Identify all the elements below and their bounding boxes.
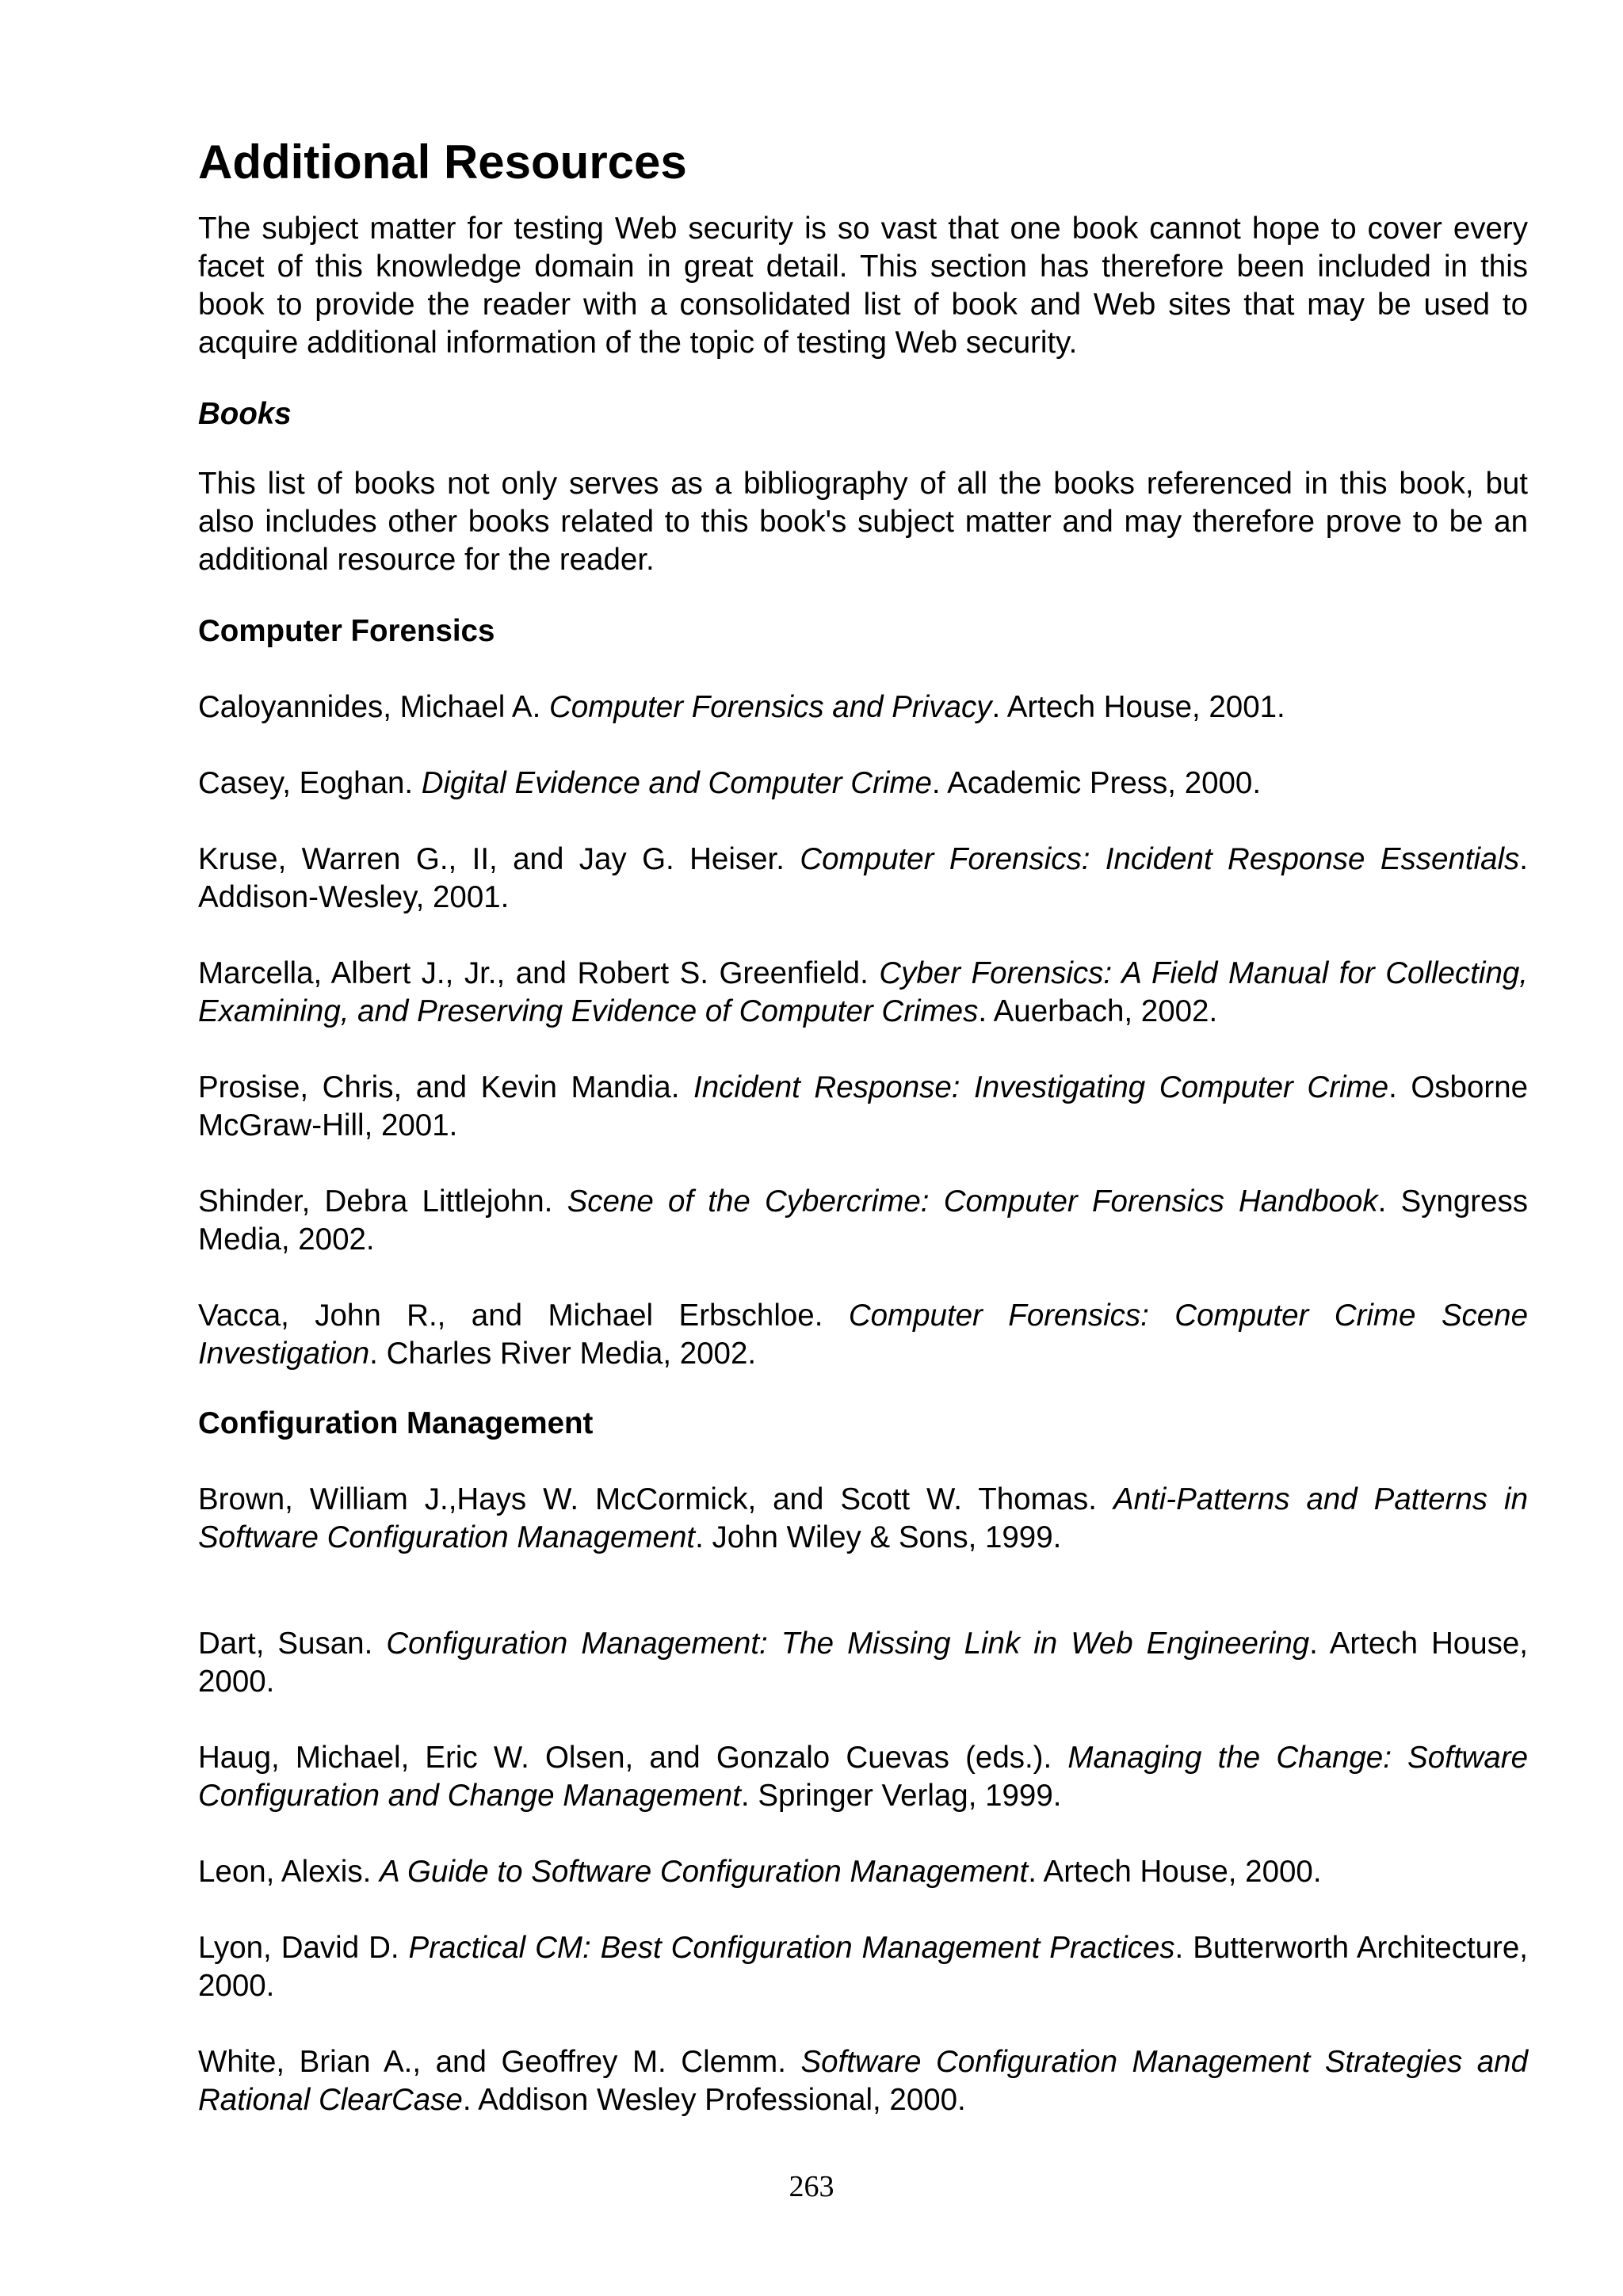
reference-title: Anti-Patterns and Patterns in Software Configuration Management (198, 1482, 1528, 1554)
reference-title: Scene of the Cybercrime: Computer Forensics Handbook (567, 1184, 1378, 1219)
reference-title: A Guide to Software Configuration Management (380, 1855, 1029, 1889)
reference-entry (198, 841, 1528, 917)
reference-author: Leon, Alexis. (198, 1855, 380, 1889)
reference-author: Shinder, Debra Littlejohn. (198, 1184, 567, 1219)
reference-author: Caloyannides, Michael A. (198, 690, 549, 724)
reference-author: Haug, Michael, Eric W. Olsen, and Gonzalo Cuevas (eds.). (198, 1741, 1068, 1775)
reference-entry (198, 1625, 1528, 1701)
reference-entry (198, 1739, 1528, 1815)
reference-title: Software Configuration Management Strategies and Rational ClearCase (198, 2045, 1528, 2117)
reference-title: Cyber Forensics: A Field Manual for Collecting, Examining, and Preserving Evidence of Computer Crimes (198, 956, 1528, 1028)
reference-entry (198, 1481, 1528, 1557)
reference-author: Prosise, Chris, and Kevin Mandia. (198, 1070, 693, 1104)
reference-author: Marcella, Albert J., Jr., and Robert S. Greenfield. (198, 956, 880, 990)
reference-publisher: . Academic Press, 2000. (931, 766, 1262, 800)
reference-title: Computer Forensics and Privacy (549, 690, 992, 724)
reference-entry (198, 1069, 1528, 1145)
reference-title: Configuration Management: The Missing Link in Web Engineering (386, 1627, 1310, 1661)
reference-publisher: . Artech House, 2000. (198, 1627, 1528, 1699)
reference-publisher: . Artech House, 2001. (991, 690, 1285, 724)
reference-publisher: . Addison-Wesley, 2001. (198, 842, 1528, 914)
reference-publisher: . Butterworth Architecture, 2000. (198, 1931, 1528, 2003)
reference-publisher: . Auerbach, 2002. (978, 994, 1218, 1028)
reference-author: Kruse, Warren G., II, and Jay G. Heiser. (198, 842, 800, 876)
reference-title: Digital Evidence and Computer Crime (421, 766, 932, 800)
books-heading: Books (198, 397, 292, 431)
reference-publisher: . Artech House, 2000. (1028, 1855, 1322, 1889)
reference-author: Lyon, David D. (198, 1931, 409, 1965)
reference-author: Vacca, John R., and Michael Erbschloe. (198, 1299, 849, 1333)
page-title: Additional Resources (198, 135, 687, 189)
reference-entry (198, 955, 1528, 1031)
reference-publisher: . Charles River Media, 2002. (369, 1337, 757, 1371)
reference-author: Dart, Susan. (198, 1627, 387, 1661)
reference-title: Computer Forensics: Computer Crime Scene Investigation (198, 1299, 1529, 1371)
section-heading-computer-forensics: Computer Forensics (198, 614, 495, 648)
reference-entry (198, 1183, 1528, 1259)
reference-author: White, Brian A., and Geoffrey M. Clemm. (198, 2045, 801, 2079)
reference-publisher: . Osborne McGraw-Hill, 2001. (198, 1070, 1529, 1142)
page-number: 263 (789, 2170, 834, 2203)
reference-entry (198, 1929, 1528, 2005)
reference-title: Incident Response: Investigating Computer Crime (693, 1070, 1389, 1104)
reference-entry (198, 2043, 1528, 2119)
section-heading-configuration-management: Configuration Management (198, 1406, 594, 1440)
reference-entry (198, 765, 1528, 803)
reference-author: Brown, William J.,Hays W. McCormick, and Scott W. Thomas. (198, 1482, 1113, 1516)
document-page (198, 131, 1528, 2157)
reference-title: Computer Forensics: Incident Response Essentials (800, 842, 1520, 876)
reference-publisher: . Springer Verlag, 1999. (740, 1779, 1062, 1813)
reference-entry (198, 688, 1528, 727)
reference-publisher: . John Wiley & Sons, 1999. (695, 1520, 1062, 1554)
reference-entry (198, 1297, 1528, 1373)
reference-title: Practical CM: Best Configuration Management Practices (408, 1931, 1175, 1965)
reference-publisher: . Syngress Media, 2002. (198, 1184, 1528, 1257)
reference-author: Casey, Eoghan. (198, 766, 422, 800)
reference-title: Managing the Change: Software Configuration and Change Management (198, 1741, 1528, 1813)
reference-entry (198, 1853, 1528, 1891)
intro-paragraph: The subject matter for testing Web security is so vast that one book cannot hope to cover every facet of this knowledge domain in great detail. This section has therefore been included in this book to provide the reader with a consolidated list of book and Web sites that may be used to acquire additional information of the topic of testing Web security. (198, 212, 1528, 360)
books-description: This list of books not only serves as a bibliography of all the books referenced in this book, but also includes other books related to this book's subject matter and may therefore prove to be an additional resource for the reader. (198, 467, 1528, 577)
reference-publisher: . Addison Wesley Professional, 2000. (462, 2083, 966, 2117)
